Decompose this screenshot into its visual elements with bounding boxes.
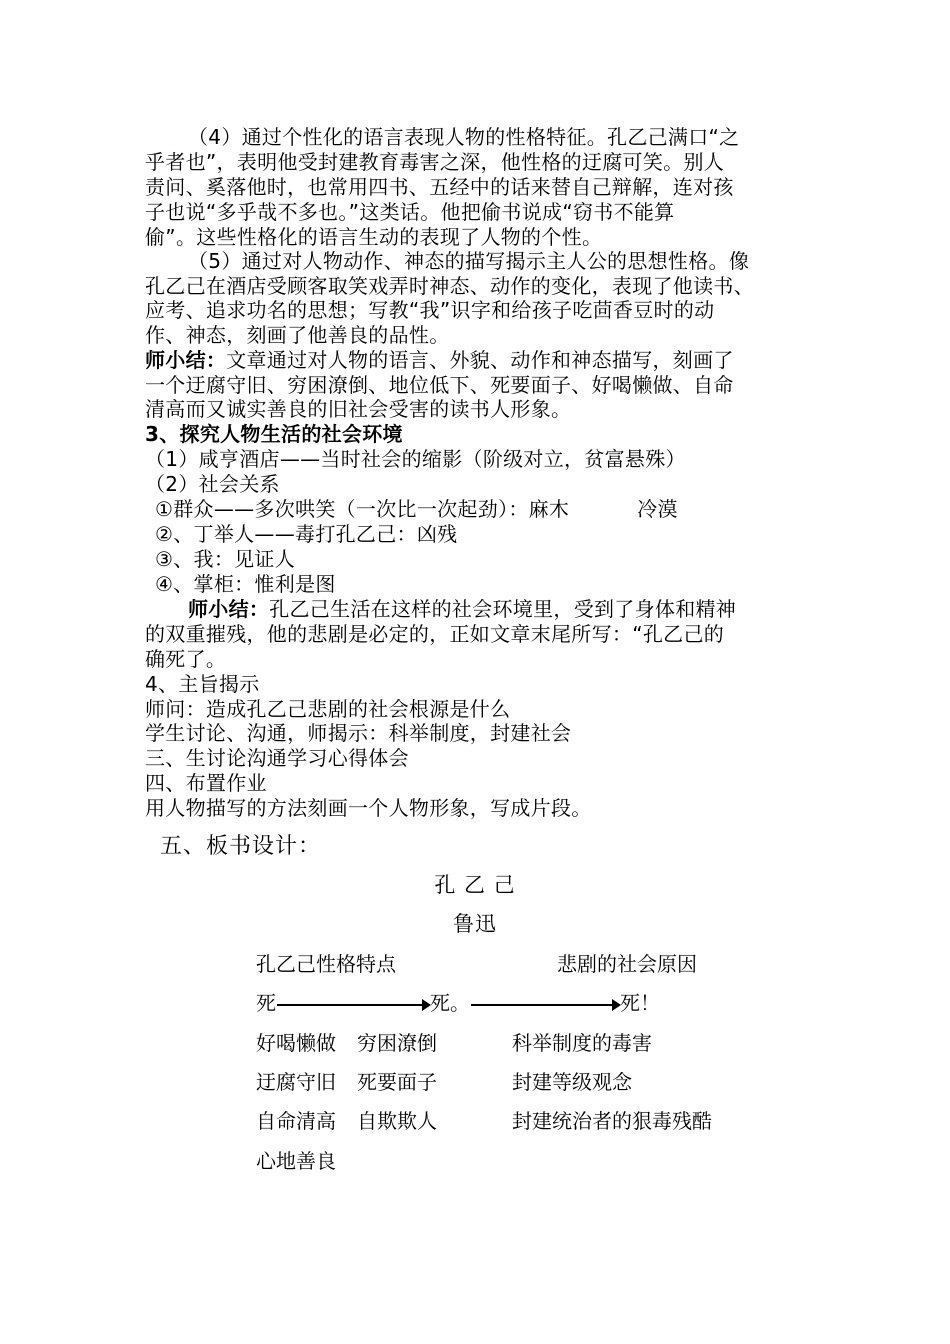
- paragraph-4-line-2: 乎者也”，表明他受封建教育毒害之深，他性格的迂腐可笑。别人: [145, 150, 725, 174]
- relation-2: ②、丁举人——毒打孔乙己：凶残: [155, 522, 458, 546]
- section-4-heading: 4、主旨揭示: [145, 672, 260, 696]
- arrow-1-icon: [277, 1004, 429, 1006]
- trait-1a: 好喝懒做: [256, 1031, 336, 1055]
- section-3-heading: 3、探究人物生活的社会环境: [145, 422, 403, 446]
- paragraph-5-line-3: 应考、追求功名的思想；写教“我”识字和给孩子吃茴香豆时的动: [145, 298, 715, 322]
- relation-3: ③、我：见证人: [155, 547, 296, 571]
- homework-text: 用人物描写的方法刻画一个人物形象，写成片段。: [145, 796, 592, 820]
- board-author: 鲁迅: [453, 912, 497, 936]
- section-three-heading: 三、生讨论沟通学习心得体会: [145, 746, 409, 770]
- trait-4a: 心地善良: [256, 1149, 336, 1173]
- summary-2-line-2: 的双重摧残，他的悲剧是必定的，正如文章末尾所写：“孔乙己的: [145, 622, 725, 646]
- board-left-header: 孔乙己性格特点: [256, 952, 396, 976]
- summary-2-label: 师小结：: [188, 597, 270, 621]
- summary-1-text: 文章通过对人物的语言、外貌、动作和神态描写，刻画了: [226, 348, 734, 372]
- trait-2a: 迂腐守旧: [256, 1070, 336, 1094]
- relation-1: [155, 497, 678, 522]
- paragraph-4-line-3: 责问、奚落他时，也常用四书、五经中的话来替自己辩解，连对孩: [145, 175, 734, 199]
- board-right-header: 悲剧的社会原因: [557, 952, 697, 976]
- paragraph-4-line-1: （4）通过个性化的语言表现人物的性格特征。孔乙己满口“之: [188, 125, 740, 149]
- summary-2-line-1: [188, 597, 736, 622]
- summary-1-line-2: 一个迂腐守旧、穷困潦倒、地位低下、死要面子、好喝懒做、自命: [145, 373, 734, 397]
- paragraph-5-line-2: 孔乙己在酒店受顾客取笑戏弄时神态、动作的变化，表现了他读书、: [145, 274, 754, 298]
- arrow-2-icon: [471, 1004, 619, 1006]
- cause-3: 封建统治者的狠毒残酷: [512, 1109, 712, 1133]
- relation-1-extra: 冷漠: [637, 497, 678, 521]
- summary-1-label: 师小结：: [145, 348, 227, 372]
- summary-2-line-3: 确死了。: [145, 647, 227, 671]
- paragraph-4-line-5: 偷”。这些性格化的语言生动的表现了人物的个性。: [145, 225, 603, 249]
- paragraph-5-line-4: 作、神态，刻画了他善良的品性。: [145, 323, 450, 347]
- death-2: 死。: [430, 991, 470, 1015]
- death-1: 死: [256, 991, 276, 1015]
- paragraph-4-line-4: 子也说“多乎哉不多也。”这类话。他把偷书说成“窃书不能算: [145, 200, 675, 224]
- environment-item-2: （2）社会关系: [145, 472, 280, 496]
- summary-1-line-3: 清高而又诚实善良的旧社会受害的读书人形象。: [145, 397, 572, 421]
- teacher-question: 师问：造成孔乙己悲剧的社会根源是什么: [145, 697, 511, 721]
- section-four-heading: 四、布置作业: [145, 771, 267, 795]
- summary-1-line-1: [145, 348, 734, 373]
- death-3: 死！: [620, 991, 660, 1015]
- section-five-heading: 五、板书设计：: [160, 834, 322, 859]
- relation-4: ④、掌柜：惟利是图: [155, 572, 336, 596]
- paragraph-5-line-1: （5）通过对人物动作、神态的描写揭示主人公的思想性格。像: [188, 249, 750, 273]
- cause-1: 科举制度的毒害: [512, 1031, 652, 1055]
- board-death-line: [256, 990, 660, 1016]
- trait-3a: 自命清高: [256, 1109, 336, 1133]
- environment-item-1: （1）咸亨酒店——当时社会的缩影（阶级对立，贫富悬殊）: [145, 447, 686, 471]
- trait-1b: 穷困潦倒: [357, 1031, 437, 1055]
- trait-3b: 自欺欺人: [357, 1109, 437, 1133]
- teacher-answer: 学生讨论、沟通，师揭示：科举制度，封建社会: [145, 721, 572, 745]
- summary-2-text: 孔乙己生活在这样的社会环境里，受到了身体和精神: [269, 597, 737, 621]
- board-title: 孔 乙 己: [434, 873, 516, 897]
- trait-2b: 死要面子: [357, 1070, 437, 1094]
- relation-1-text: ①群众——多次哄笑（一次比一次起劲）：麻木: [155, 497, 570, 521]
- cause-2: 封建等级观念: [512, 1070, 632, 1094]
